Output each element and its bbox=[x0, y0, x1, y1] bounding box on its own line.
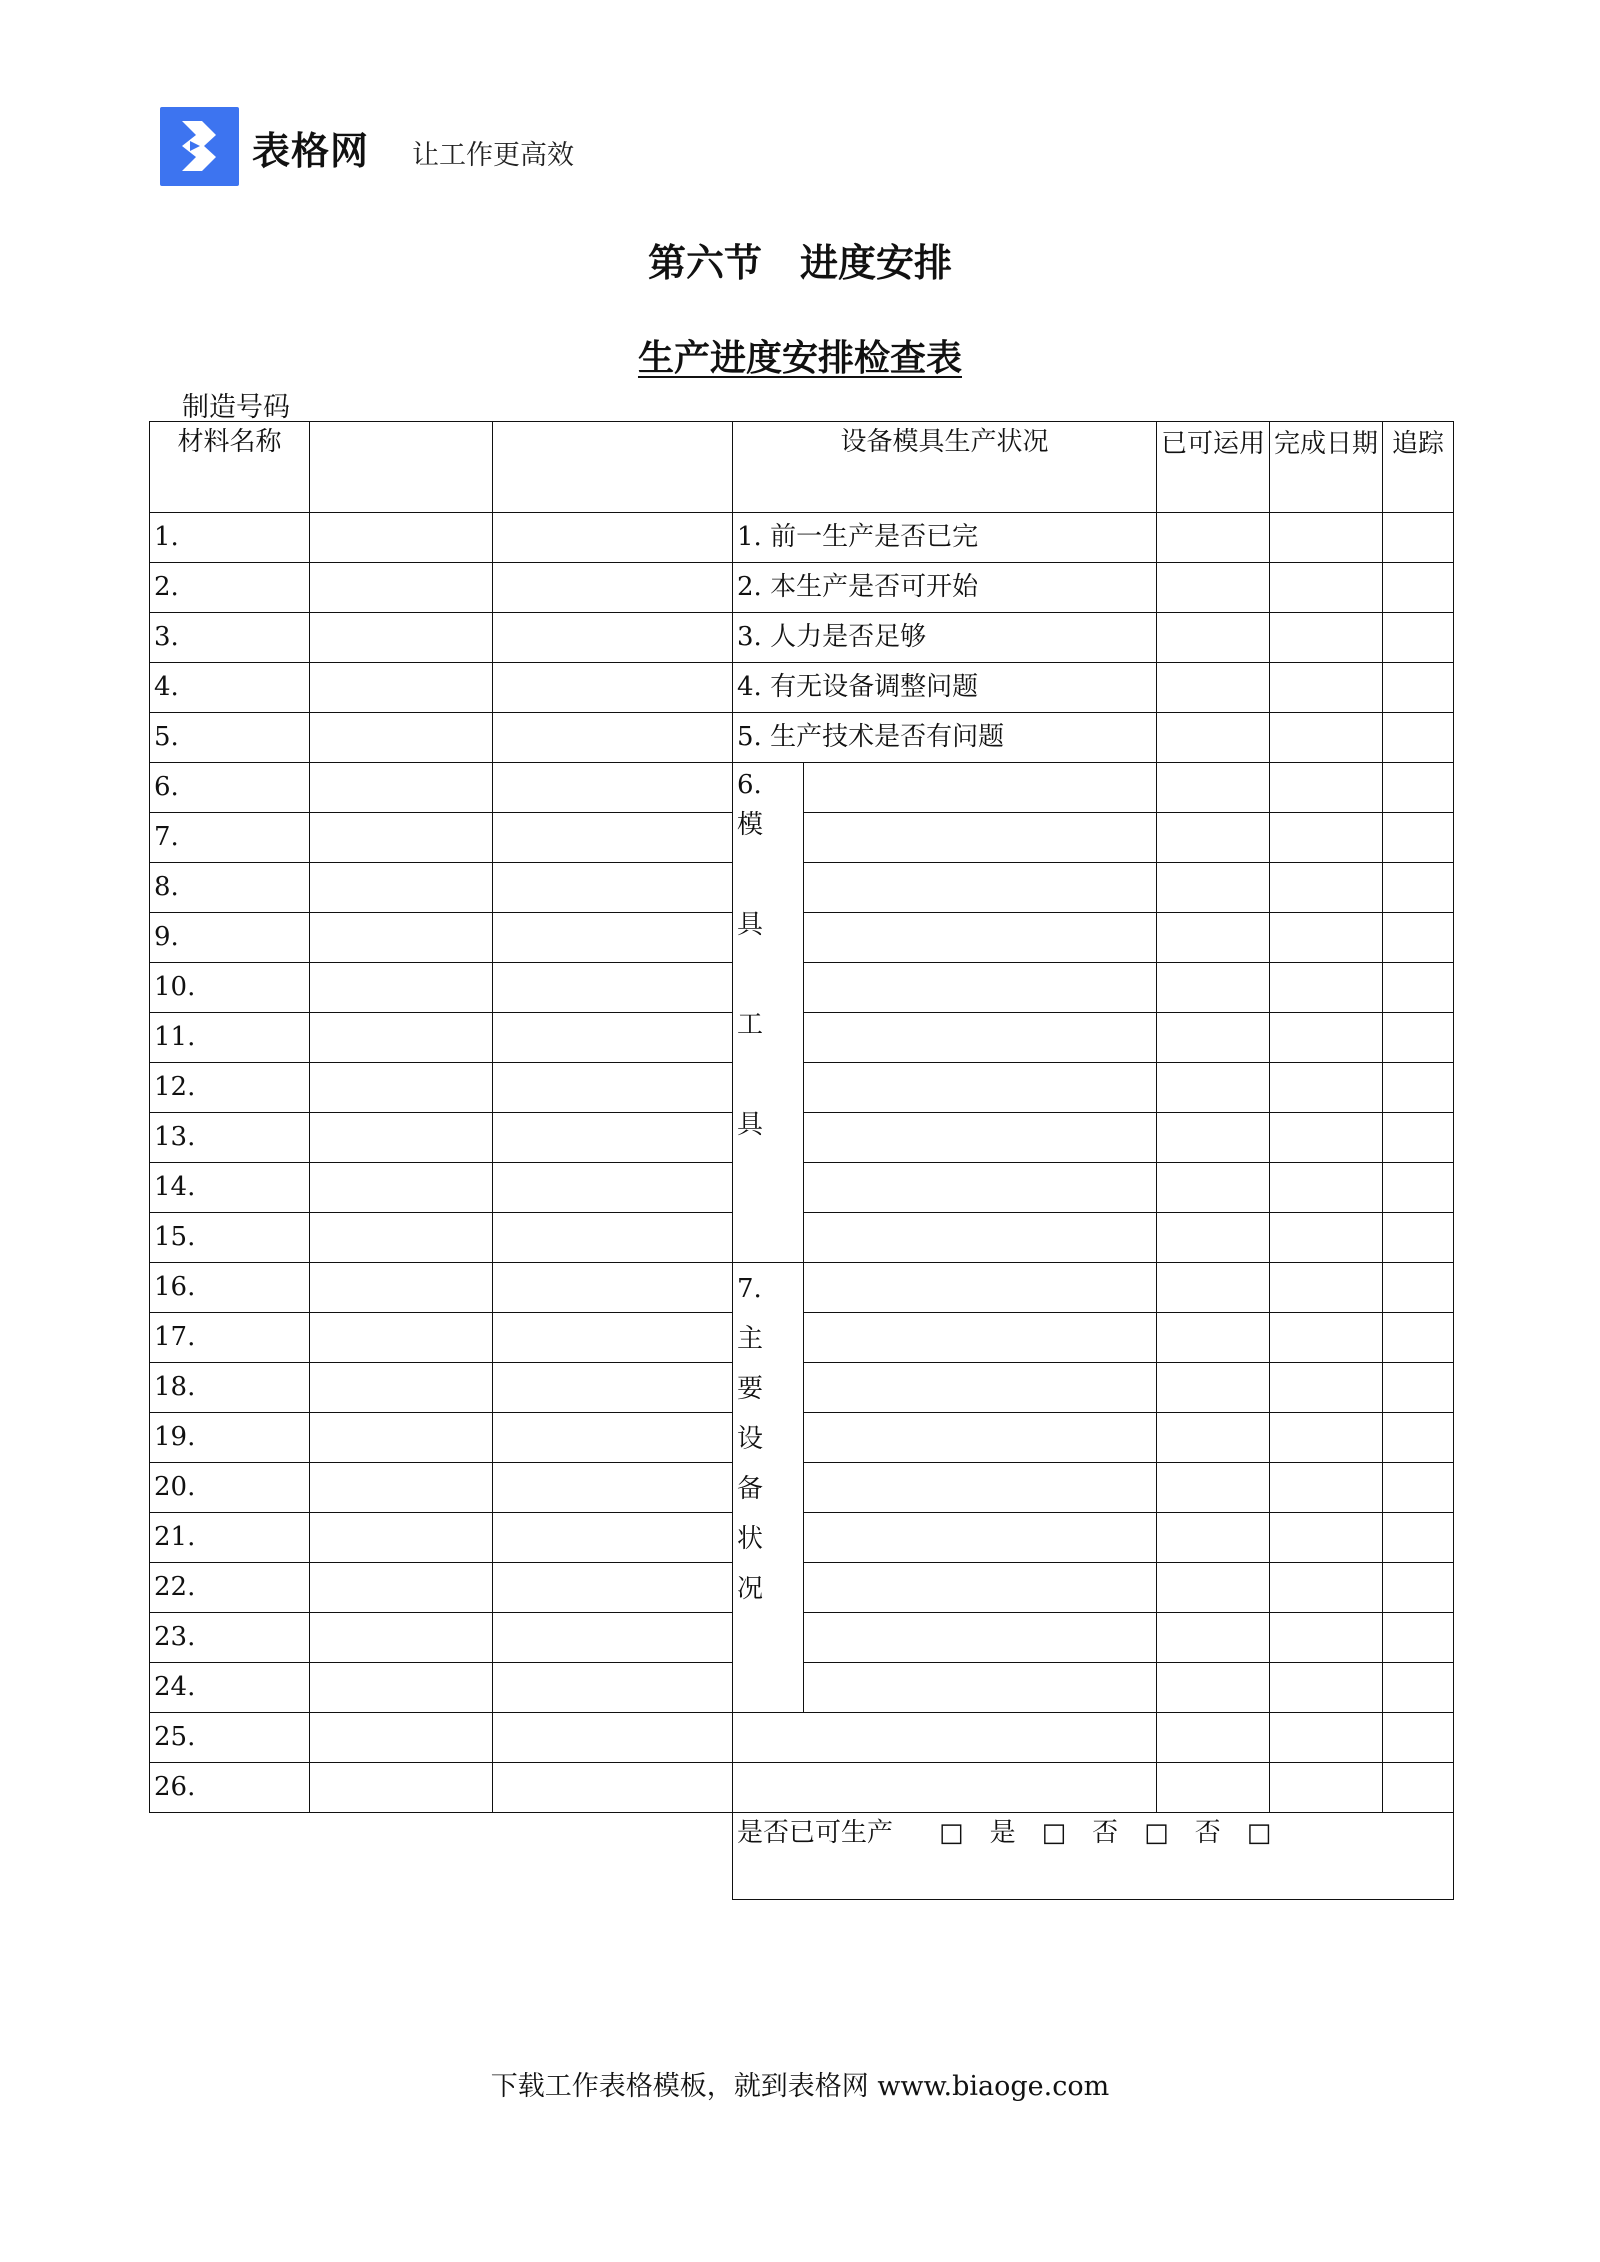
material-cell[interactable] bbox=[493, 563, 733, 613]
header-material-name: 材料名称 bbox=[150, 422, 310, 513]
row-number: 21. bbox=[150, 1513, 310, 1563]
usable-cell[interactable] bbox=[1157, 663, 1270, 713]
tracking-cell[interactable] bbox=[1383, 1563, 1454, 1613]
equipment-detail-cell[interactable] bbox=[804, 1513, 1157, 1563]
row-number: 6. bbox=[150, 763, 310, 813]
material-cell[interactable] bbox=[310, 1163, 493, 1213]
tracking-cell[interactable] bbox=[1383, 513, 1454, 563]
usable-cell[interactable] bbox=[1157, 563, 1270, 613]
material-cell[interactable] bbox=[493, 1563, 733, 1613]
material-cell[interactable] bbox=[310, 763, 493, 813]
finish-date-cell[interactable] bbox=[1270, 1013, 1383, 1063]
material-cell[interactable] bbox=[493, 763, 733, 813]
usable-cell[interactable] bbox=[1157, 1363, 1270, 1413]
usable-cell[interactable] bbox=[1157, 713, 1270, 763]
finish-date-cell[interactable] bbox=[1270, 1513, 1383, 1563]
finish-date-cell[interactable] bbox=[1270, 1763, 1383, 1813]
tracking-cell[interactable] bbox=[1383, 1763, 1454, 1813]
row-number: 3. bbox=[150, 613, 310, 663]
finish-date-cell[interactable] bbox=[1270, 913, 1383, 963]
tracking-cell[interactable] bbox=[1383, 863, 1454, 913]
material-cell[interactable] bbox=[493, 1313, 733, 1363]
material-cell[interactable] bbox=[310, 663, 493, 713]
finish-date-cell[interactable] bbox=[1270, 1113, 1383, 1163]
usable-cell[interactable] bbox=[1157, 963, 1270, 1013]
form-title-text: 生产进度安排检查表 bbox=[637, 338, 962, 379]
finish-date-cell[interactable] bbox=[1270, 813, 1383, 863]
equipment-detail-cell[interactable] bbox=[804, 1213, 1157, 1263]
finish-date-cell[interactable] bbox=[1270, 863, 1383, 913]
usable-cell[interactable] bbox=[1157, 613, 1270, 663]
row-number: 23. bbox=[150, 1613, 310, 1663]
spacer-cell bbox=[150, 1813, 733, 1900]
usable-cell[interactable] bbox=[1157, 1263, 1270, 1313]
tracking-cell[interactable] bbox=[1383, 1063, 1454, 1113]
equipment-detail-cell[interactable] bbox=[804, 1313, 1157, 1363]
usable-cell[interactable] bbox=[1157, 1663, 1270, 1713]
equipment-detail-cell[interactable] bbox=[804, 1063, 1157, 1113]
finish-date-cell[interactable] bbox=[1270, 563, 1383, 613]
equipment-detail-cell[interactable] bbox=[804, 1463, 1157, 1513]
tracking-cell[interactable] bbox=[1383, 1163, 1454, 1213]
row-number: 14. bbox=[150, 1163, 310, 1213]
usable-cell[interactable] bbox=[1157, 813, 1270, 863]
header-tracking: 追踪 bbox=[1383, 422, 1454, 513]
equipment-detail-cell[interactable] bbox=[804, 1013, 1157, 1063]
manufacturing-number-label: 制造号码 bbox=[182, 392, 290, 423]
usable-cell[interactable] bbox=[1157, 913, 1270, 963]
material-cell[interactable] bbox=[493, 613, 733, 663]
material-cell[interactable] bbox=[493, 713, 733, 763]
material-cell[interactable] bbox=[493, 1513, 733, 1563]
row-number: 22. bbox=[150, 1563, 310, 1613]
usable-cell[interactable] bbox=[1157, 1563, 1270, 1613]
equipment-detail-cell[interactable] bbox=[804, 1263, 1157, 1313]
finish-date-cell[interactable] bbox=[1270, 1463, 1383, 1513]
material-cell[interactable] bbox=[493, 813, 733, 863]
tracking-cell[interactable] bbox=[1383, 763, 1454, 813]
material-cell[interactable] bbox=[310, 563, 493, 613]
equipment-detail-cell[interactable] bbox=[804, 1663, 1157, 1713]
table-row bbox=[150, 563, 1454, 613]
usable-cell[interactable] bbox=[1157, 1213, 1270, 1263]
row-number: 11. bbox=[150, 1013, 310, 1063]
equipment-detail-cell[interactable] bbox=[804, 863, 1157, 913]
material-cell[interactable] bbox=[310, 963, 493, 1013]
material-cell[interactable] bbox=[310, 1113, 493, 1163]
form-title bbox=[0, 330, 1600, 381]
material-cell[interactable] bbox=[493, 863, 733, 913]
finish-date-cell[interactable] bbox=[1270, 513, 1383, 563]
material-cell[interactable] bbox=[310, 1413, 493, 1463]
material-cell[interactable] bbox=[493, 1663, 733, 1713]
usable-cell[interactable] bbox=[1157, 1413, 1270, 1463]
material-cell[interactable] bbox=[493, 1013, 733, 1063]
material-cell[interactable] bbox=[310, 1713, 493, 1763]
row-number: 12. bbox=[150, 1063, 310, 1113]
finish-date-cell[interactable] bbox=[1270, 963, 1383, 1013]
usable-cell[interactable] bbox=[1157, 1713, 1270, 1763]
material-cell[interactable] bbox=[493, 1263, 733, 1313]
equipment-detail-cell[interactable] bbox=[804, 1613, 1157, 1663]
brand-logo-icon bbox=[160, 107, 239, 186]
tracking-cell[interactable] bbox=[1383, 563, 1454, 613]
finish-date-cell[interactable] bbox=[1270, 1413, 1383, 1463]
finish-date-cell[interactable] bbox=[1270, 613, 1383, 663]
usable-cell[interactable] bbox=[1157, 1463, 1270, 1513]
material-cell[interactable] bbox=[310, 813, 493, 863]
material-cell[interactable] bbox=[310, 713, 493, 763]
usable-cell[interactable] bbox=[1157, 1013, 1270, 1063]
material-cell[interactable] bbox=[310, 1563, 493, 1613]
material-cell[interactable] bbox=[310, 1313, 493, 1363]
material-cell[interactable] bbox=[493, 963, 733, 1013]
usable-cell[interactable] bbox=[1157, 1063, 1270, 1113]
group-char: 模 bbox=[737, 809, 764, 840]
tracking-cell[interactable] bbox=[1383, 613, 1454, 663]
production-ready-row bbox=[150, 1813, 1454, 1900]
material-cell[interactable] bbox=[310, 863, 493, 913]
equipment-detail-cell[interactable] bbox=[804, 763, 1157, 813]
row-number: 15. bbox=[150, 1213, 310, 1263]
group-char: 主 bbox=[737, 1324, 764, 1354]
tracking-cell[interactable] bbox=[1383, 1313, 1454, 1363]
material-cell[interactable] bbox=[310, 1363, 493, 1413]
material-cell[interactable] bbox=[310, 1463, 493, 1513]
usable-cell[interactable] bbox=[1157, 863, 1270, 913]
row-number: 19. bbox=[150, 1413, 310, 1463]
section-title: 第六节 进度安排 bbox=[647, 241, 952, 285]
group-char: 工 bbox=[737, 1009, 764, 1040]
finish-date-cell[interactable] bbox=[1270, 1613, 1383, 1663]
equipment-detail-cell[interactable] bbox=[804, 1113, 1157, 1163]
tracking-cell[interactable] bbox=[1383, 1663, 1454, 1713]
tracking-cell[interactable] bbox=[1383, 1613, 1454, 1663]
material-cell[interactable] bbox=[493, 663, 733, 713]
equipment-detail-cell[interactable] bbox=[804, 1363, 1157, 1413]
material-cell[interactable] bbox=[493, 913, 733, 963]
finish-date-cell[interactable] bbox=[1270, 1263, 1383, 1313]
equipment-detail-cell[interactable] bbox=[804, 1163, 1157, 1213]
header-usable: 已可运用 bbox=[1157, 422, 1270, 513]
finish-date-cell[interactable] bbox=[1270, 1313, 1383, 1363]
equipment-detail-cell[interactable] bbox=[804, 813, 1157, 863]
group-number: 7. bbox=[737, 1274, 762, 1304]
production-ready-checkboxes[interactable]: □ 是 □ 否 □ 否 □ bbox=[939, 1818, 1272, 1848]
tracking-cell[interactable] bbox=[1383, 1363, 1454, 1413]
row-number: 2. bbox=[150, 563, 310, 613]
equipment-detail-cell[interactable] bbox=[804, 913, 1157, 963]
tracking-cell[interactable] bbox=[1383, 813, 1454, 863]
group-char: 况 bbox=[737, 1574, 764, 1604]
material-cell[interactable] bbox=[310, 1613, 493, 1663]
check-item: 5. 生产技术是否有问题 bbox=[733, 713, 1157, 763]
usable-cell[interactable] bbox=[1157, 1513, 1270, 1563]
equipment-detail-cell[interactable] bbox=[804, 1563, 1157, 1613]
group-char: 要 bbox=[737, 1374, 764, 1404]
header-row bbox=[150, 422, 1454, 513]
material-cell[interactable] bbox=[310, 913, 493, 963]
equipment-detail-cell[interactable] bbox=[733, 1713, 1157, 1763]
page-footer: 下载工作表格模板，就到表格网 www.biaoge.com bbox=[490, 2071, 1110, 2102]
check-item: 1. 前一生产是否已完 bbox=[733, 513, 1157, 563]
row-number: 17. bbox=[150, 1313, 310, 1363]
finish-date-cell[interactable] bbox=[1270, 1663, 1383, 1713]
row-number: 16. bbox=[150, 1263, 310, 1313]
tracking-cell[interactable] bbox=[1383, 1413, 1454, 1463]
brand-logo bbox=[160, 107, 239, 186]
group-char bbox=[737, 950, 803, 1000]
mold-tools-group-label bbox=[733, 763, 804, 1263]
material-cell[interactable] bbox=[493, 1713, 733, 1763]
finish-date-cell[interactable] bbox=[1270, 1363, 1383, 1413]
tracking-cell[interactable] bbox=[1383, 1013, 1454, 1063]
row-number: 13. bbox=[150, 1113, 310, 1163]
group-char: 具 bbox=[737, 1109, 764, 1140]
row-number: 25. bbox=[150, 1713, 310, 1763]
material-cell[interactable] bbox=[493, 1413, 733, 1463]
finish-date-cell[interactable] bbox=[1270, 763, 1383, 813]
table-row bbox=[150, 613, 1454, 663]
tracking-cell[interactable] bbox=[1383, 1513, 1454, 1563]
material-cell[interactable] bbox=[310, 1063, 493, 1113]
row-number: 9. bbox=[150, 913, 310, 963]
material-cell[interactable] bbox=[310, 613, 493, 663]
group-char: 设 bbox=[737, 1424, 764, 1454]
usable-cell[interactable] bbox=[1157, 1613, 1270, 1663]
material-cell[interactable] bbox=[493, 1213, 733, 1263]
tracking-cell[interactable] bbox=[1383, 1713, 1454, 1763]
production-ready-label: 是否已可生产 bbox=[737, 1818, 894, 1848]
finish-date-cell[interactable] bbox=[1270, 663, 1383, 713]
tracking-cell[interactable] bbox=[1383, 1463, 1454, 1513]
group-char bbox=[737, 1050, 803, 1100]
finish-date-cell[interactable] bbox=[1270, 1063, 1383, 1113]
header-blank-cell[interactable] bbox=[493, 422, 733, 513]
material-cell[interactable] bbox=[493, 1613, 733, 1663]
header-blank-cell[interactable] bbox=[310, 422, 493, 513]
material-cell[interactable] bbox=[310, 1663, 493, 1713]
group-char: 具 bbox=[737, 909, 764, 940]
main-equipment-group-label bbox=[733, 1263, 804, 1713]
material-cell[interactable] bbox=[310, 1013, 493, 1063]
row-number: 1. bbox=[150, 513, 310, 563]
material-cell[interactable] bbox=[493, 513, 733, 563]
table-row bbox=[150, 1763, 1454, 1813]
material-cell[interactable] bbox=[493, 1113, 733, 1163]
table-row bbox=[150, 763, 1454, 813]
equipment-detail-cell[interactable] bbox=[733, 1763, 1157, 1813]
header-equipment-status: 设备模具生产状况 bbox=[733, 422, 1157, 513]
row-number: 4. bbox=[150, 663, 310, 713]
equipment-detail-cell[interactable] bbox=[804, 963, 1157, 1013]
usable-cell[interactable] bbox=[1157, 763, 1270, 813]
finish-date-cell[interactable] bbox=[1270, 1213, 1383, 1263]
group-char: 状 bbox=[737, 1524, 764, 1554]
check-item: 2. 本生产是否可开始 bbox=[733, 563, 1157, 613]
tracking-cell[interactable] bbox=[1383, 713, 1454, 763]
material-cell[interactable] bbox=[310, 1763, 493, 1813]
usable-cell[interactable] bbox=[1157, 1163, 1270, 1213]
tracking-cell[interactable] bbox=[1383, 913, 1454, 963]
tracking-cell[interactable] bbox=[1383, 663, 1454, 713]
row-number: 24. bbox=[150, 1663, 310, 1713]
check-item: 4. 有无设备调整问题 bbox=[733, 663, 1157, 713]
schedule-check-table bbox=[149, 421, 1454, 1900]
material-cell[interactable] bbox=[310, 1213, 493, 1263]
usable-cell[interactable] bbox=[1157, 1763, 1270, 1813]
group-char bbox=[737, 850, 803, 900]
brand-slogan: 让工作更高效 bbox=[412, 140, 574, 171]
row-number: 7. bbox=[150, 813, 310, 863]
table-row bbox=[150, 1263, 1454, 1313]
material-cell[interactable] bbox=[310, 513, 493, 563]
finish-date-cell[interactable] bbox=[1270, 713, 1383, 763]
usable-cell[interactable] bbox=[1157, 1113, 1270, 1163]
row-number: 10. bbox=[150, 963, 310, 1013]
brand-name: 表格网 bbox=[252, 129, 370, 173]
row-number: 8. bbox=[150, 863, 310, 913]
finish-date-cell[interactable] bbox=[1270, 1163, 1383, 1213]
tracking-cell[interactable] bbox=[1383, 1263, 1454, 1313]
table-row bbox=[150, 1713, 1454, 1763]
finish-date-cell[interactable] bbox=[1270, 1713, 1383, 1763]
material-cell[interactable] bbox=[493, 1763, 733, 1813]
material-cell[interactable] bbox=[310, 1513, 493, 1563]
finish-date-cell[interactable] bbox=[1270, 1563, 1383, 1613]
material-cell[interactable] bbox=[493, 1163, 733, 1213]
usable-cell[interactable] bbox=[1157, 513, 1270, 563]
usable-cell[interactable] bbox=[1157, 1313, 1270, 1363]
material-cell[interactable] bbox=[493, 1063, 733, 1113]
table-row bbox=[150, 663, 1454, 713]
row-number: 26. bbox=[150, 1763, 310, 1813]
material-cell[interactable] bbox=[310, 1263, 493, 1313]
equipment-detail-cell[interactable] bbox=[804, 1413, 1157, 1463]
check-item: 3. 人力是否足够 bbox=[733, 613, 1157, 663]
group-number: 6. bbox=[737, 770, 762, 800]
tracking-cell[interactable] bbox=[1383, 1113, 1454, 1163]
header-finish-date: 完成日期 bbox=[1270, 422, 1383, 513]
row-number: 20. bbox=[150, 1463, 310, 1513]
tracking-cell[interactable] bbox=[1383, 963, 1454, 1013]
table-row bbox=[150, 713, 1454, 763]
material-cell[interactable] bbox=[493, 1363, 733, 1413]
row-number: 5. bbox=[150, 713, 310, 763]
group-char: 备 bbox=[737, 1474, 764, 1504]
production-ready-cell bbox=[733, 1813, 1454, 1900]
row-number: 18. bbox=[150, 1363, 310, 1413]
table-row bbox=[150, 513, 1454, 563]
material-cell[interactable] bbox=[493, 1463, 733, 1513]
tracking-cell[interactable] bbox=[1383, 1213, 1454, 1263]
